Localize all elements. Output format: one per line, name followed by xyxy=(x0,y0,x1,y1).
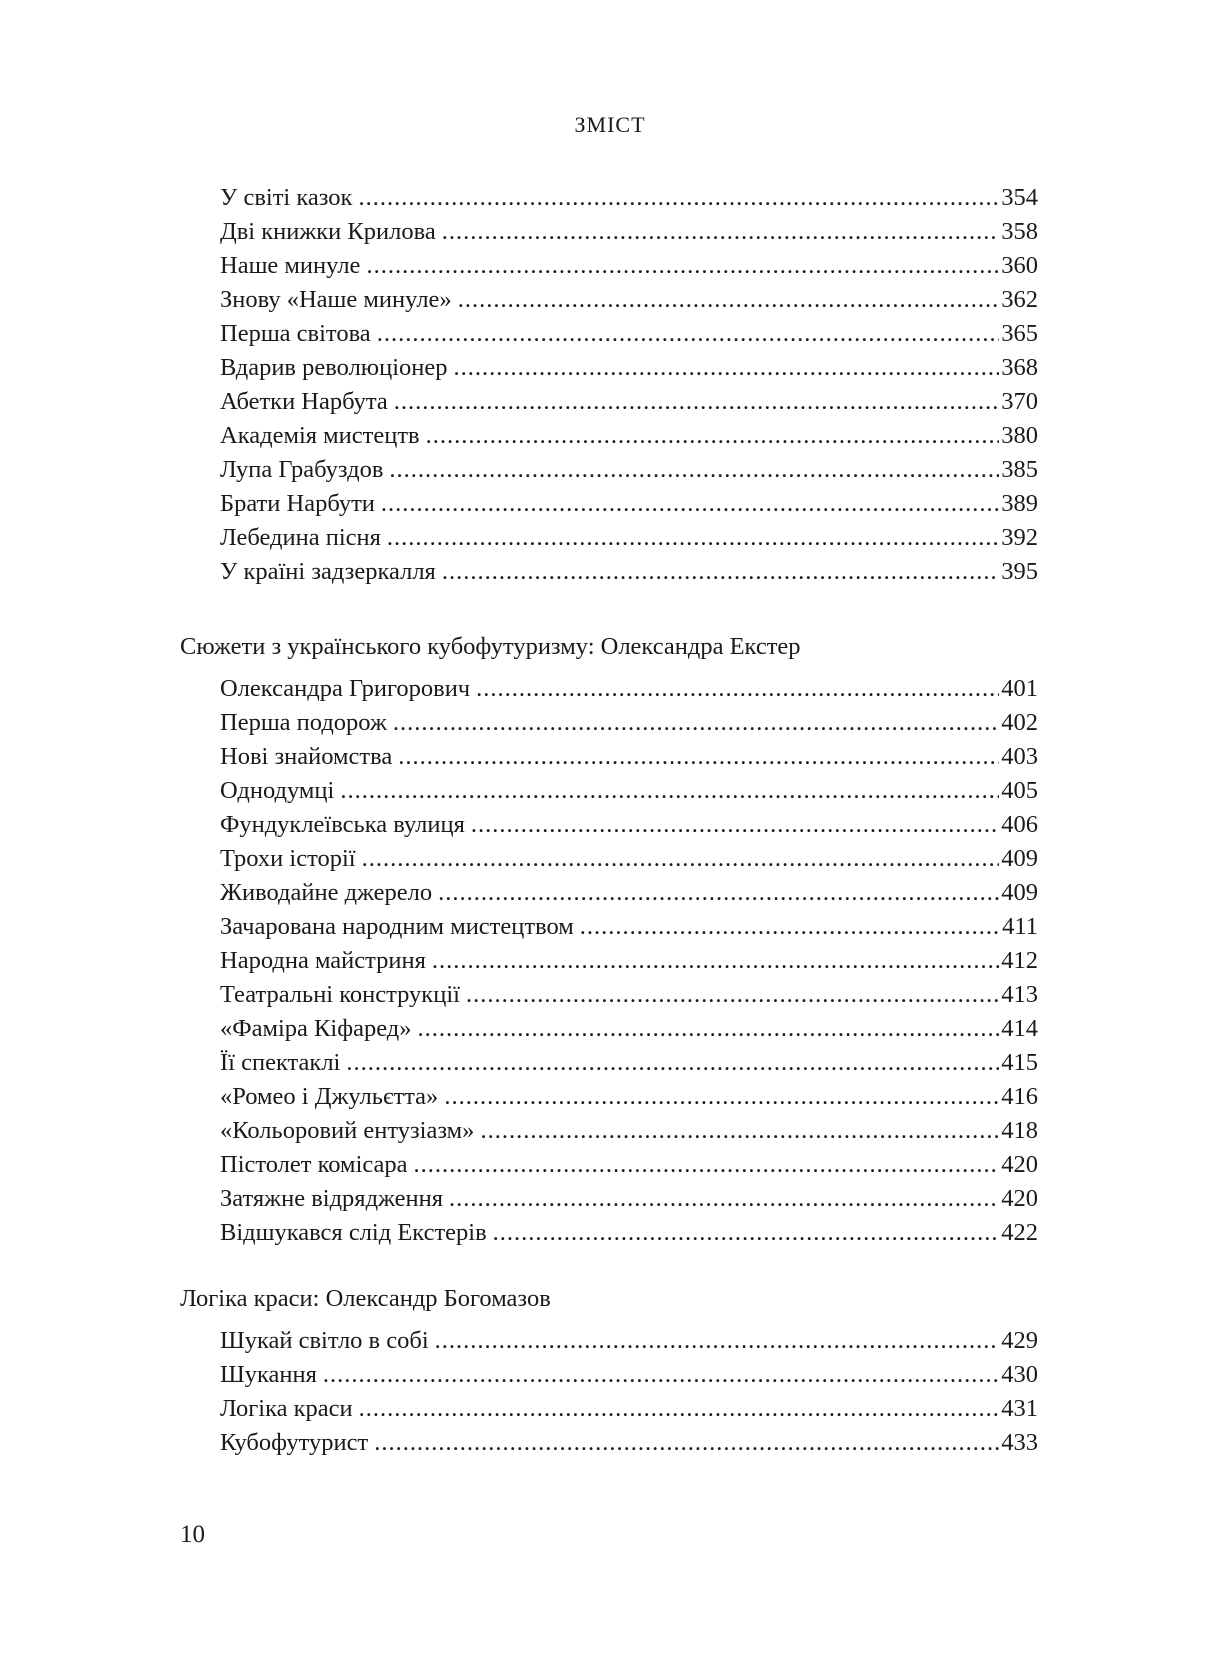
toc-entry[interactable] xyxy=(220,419,1038,453)
toc-entry-page: 385 xyxy=(1001,456,1038,483)
toc-entry-title: «Ромео і Джульєтта» xyxy=(220,1083,439,1110)
toc-entry[interactable] xyxy=(220,385,1038,419)
toc-entry-page: 415 xyxy=(1001,1049,1038,1076)
toc-entry[interactable] xyxy=(220,283,1038,317)
dot-leader xyxy=(432,944,999,978)
toc-entry-page: 365 xyxy=(1001,320,1038,347)
toc-entry-page: 406 xyxy=(1001,811,1038,838)
toc-entry[interactable] xyxy=(220,876,1038,910)
running-head: ЗМІСТ xyxy=(574,112,646,137)
toc-entry[interactable] xyxy=(220,1080,1038,1114)
toc-entry-title: Знову «Наше минуле» xyxy=(220,286,452,313)
dot-leader xyxy=(358,181,999,215)
dot-leader xyxy=(466,978,999,1012)
dot-leader xyxy=(389,453,999,487)
toc-entry[interactable] xyxy=(220,842,1038,876)
toc-entry[interactable] xyxy=(220,1324,1038,1358)
toc-entry-title: Наше минуле xyxy=(220,252,361,279)
toc-entry-page: 401 xyxy=(1001,675,1038,702)
toc-entry-page: 420 xyxy=(1001,1151,1038,1178)
toc-entry-title: Фундуклеївська вулиця xyxy=(220,811,465,838)
toc-group-continued xyxy=(220,181,1038,589)
toc-entry[interactable] xyxy=(220,521,1038,555)
toc-entry-title: Затяжне відрядження xyxy=(220,1185,444,1212)
toc-entry[interactable] xyxy=(220,1148,1038,1182)
toc-entry[interactable] xyxy=(220,1182,1038,1216)
dot-leader xyxy=(493,1216,1000,1250)
dot-leader xyxy=(442,555,999,589)
section-heading[interactable]: Логіка краси: Олександр Богомазов xyxy=(180,1285,551,1312)
toc-group-exter xyxy=(220,672,1038,1250)
dot-leader xyxy=(449,1182,999,1216)
dot-leader xyxy=(387,521,999,555)
toc-entry[interactable] xyxy=(220,672,1038,706)
dot-leader xyxy=(393,706,999,740)
toc-entry[interactable] xyxy=(220,317,1038,351)
toc-entry-title: Перша світова xyxy=(220,320,371,347)
dot-leader xyxy=(366,249,999,283)
toc-entry-title: У країні задзеркалля xyxy=(220,558,436,585)
dot-leader xyxy=(480,1114,999,1148)
toc-entry-title: Живодайне джерело xyxy=(220,879,433,906)
dot-leader xyxy=(381,487,999,521)
toc-entry[interactable] xyxy=(220,453,1038,487)
toc-entry-title: Брати Нарбути xyxy=(220,490,375,517)
toc-entry-page: 392 xyxy=(1001,524,1038,551)
dot-leader xyxy=(394,385,999,419)
dot-leader xyxy=(435,1324,1000,1358)
dot-leader xyxy=(476,672,999,706)
toc-entry-title: Її спектаклі xyxy=(220,1049,341,1076)
toc-entry-page: 418 xyxy=(1001,1117,1038,1144)
toc-entry-page: 433 xyxy=(1001,1429,1038,1456)
toc-entry-page: 431 xyxy=(1001,1395,1038,1422)
dot-leader xyxy=(362,842,1000,876)
dot-leader xyxy=(454,351,1000,385)
toc-entry-title: Трохи історії xyxy=(220,845,356,872)
dot-leader xyxy=(359,1392,1000,1426)
toc-entry-title: У світі казок xyxy=(220,184,353,211)
toc-entry-page: 409 xyxy=(1001,845,1038,872)
toc-entry-title: Нові знайомства xyxy=(220,743,393,770)
toc-entry-title: Абетки Нарбута xyxy=(220,388,388,415)
toc-group-bogomazov xyxy=(220,1324,1038,1460)
toc-entry-page: 389 xyxy=(1001,490,1038,517)
toc-entry[interactable] xyxy=(220,944,1038,978)
toc-entry-title: Однодумці xyxy=(220,777,335,804)
toc-entry-page: 414 xyxy=(1001,1015,1038,1042)
dot-leader xyxy=(346,1046,999,1080)
toc-entry[interactable] xyxy=(220,181,1038,215)
toc-entry-title: Дві книжки Крилова xyxy=(220,218,436,245)
toc-entry-page: 429 xyxy=(1001,1327,1038,1354)
toc-entry[interactable] xyxy=(220,487,1038,521)
dot-leader xyxy=(398,740,999,774)
toc-entry-page: 411 xyxy=(1002,913,1038,940)
toc-entry[interactable] xyxy=(220,1012,1038,1046)
toc-entry[interactable] xyxy=(220,1216,1038,1250)
dot-leader xyxy=(417,1012,999,1046)
toc-entry-title: Відшукався слід Екстерів xyxy=(220,1219,487,1246)
dot-leader xyxy=(442,215,1000,249)
toc-entry-page: 405 xyxy=(1001,777,1038,804)
dot-leader xyxy=(580,910,1000,944)
toc-entry-title: Шукання xyxy=(220,1361,317,1388)
toc-entry-title: Логіка краси xyxy=(220,1395,353,1422)
toc-entry-title: Вдарив революціонер xyxy=(220,354,448,381)
toc-entry-title: Театральні конструкції xyxy=(220,981,460,1008)
dot-leader xyxy=(458,283,1000,317)
toc-entry-page: 358 xyxy=(1001,218,1038,245)
toc-entry-page: 368 xyxy=(1001,354,1038,381)
dot-leader xyxy=(438,876,999,910)
toc-entry-title: «Фаміра Кіфаред» xyxy=(220,1015,412,1042)
toc-entry-page: 409 xyxy=(1001,879,1038,906)
toc-entry-page: 354 xyxy=(1001,184,1038,211)
toc-entry[interactable] xyxy=(220,1046,1038,1080)
toc-entry-page: 413 xyxy=(1001,981,1038,1008)
toc-entry-title: Лебедина пісня xyxy=(220,524,381,551)
dot-leader xyxy=(377,317,1000,351)
dot-leader xyxy=(340,774,999,808)
toc-entry-page: 403 xyxy=(1001,743,1038,770)
toc-entry[interactable] xyxy=(220,706,1038,740)
toc-entry[interactable] xyxy=(220,740,1038,774)
toc-entry[interactable] xyxy=(220,978,1038,1012)
toc-entry-page: 422 xyxy=(1001,1219,1038,1246)
toc-entry-page: 412 xyxy=(1001,947,1038,974)
toc-entry-title: Перша подорож xyxy=(220,709,387,736)
toc-entry[interactable] xyxy=(220,215,1038,249)
toc-entry-title: Академія мистецтв xyxy=(220,422,420,449)
toc-entry-page: 370 xyxy=(1001,388,1038,415)
toc-entry-page: 395 xyxy=(1001,558,1038,585)
toc-entry-title: Лупа Грабуздов xyxy=(220,456,384,483)
toc-entry[interactable] xyxy=(220,1426,1038,1460)
dot-leader xyxy=(374,1426,999,1460)
toc-entry[interactable] xyxy=(220,249,1038,283)
toc-entry[interactable] xyxy=(220,1114,1038,1148)
section-heading[interactable]: Сюжети з українського кубофутуризму: Олександра Екстер xyxy=(180,633,801,660)
toc-entry-page: 380 xyxy=(1001,422,1038,449)
toc-entry-page: 362 xyxy=(1001,286,1038,313)
dot-leader xyxy=(414,1148,1000,1182)
toc-entry[interactable] xyxy=(220,910,1038,944)
toc-entry[interactable] xyxy=(220,1358,1038,1392)
dot-leader xyxy=(426,419,1000,453)
toc-entry-page: 430 xyxy=(1001,1361,1038,1388)
toc-entry[interactable] xyxy=(220,808,1038,842)
toc-entry-page: 420 xyxy=(1001,1185,1038,1212)
toc-entry[interactable] xyxy=(220,1392,1038,1426)
toc-entry-title: Народна майстриня xyxy=(220,947,426,974)
toc-entry[interactable] xyxy=(220,774,1038,808)
page-number: 10 xyxy=(180,1521,205,1548)
toc-entry-title: Пістолет комісара xyxy=(220,1151,408,1178)
toc-entry-title: Зачарована народним мистецтвом xyxy=(220,913,574,940)
dot-leader xyxy=(471,808,999,842)
toc-entry-title: Шукай світло в собі xyxy=(220,1327,429,1354)
toc-entry[interactable] xyxy=(220,555,1038,589)
dot-leader xyxy=(444,1080,999,1114)
toc-entry-page: 402 xyxy=(1001,709,1038,736)
toc-entry-title: «Кольоровий ентузіазм» xyxy=(220,1117,475,1144)
toc-entry[interactable] xyxy=(220,351,1038,385)
toc-entry-page: 360 xyxy=(1001,252,1038,279)
toc-entry-title: Кубофутурист xyxy=(220,1429,369,1456)
toc-entry-title: Олександра Григорович xyxy=(220,675,471,702)
dot-leader xyxy=(323,1358,999,1392)
toc-entry-page: 416 xyxy=(1001,1083,1038,1110)
